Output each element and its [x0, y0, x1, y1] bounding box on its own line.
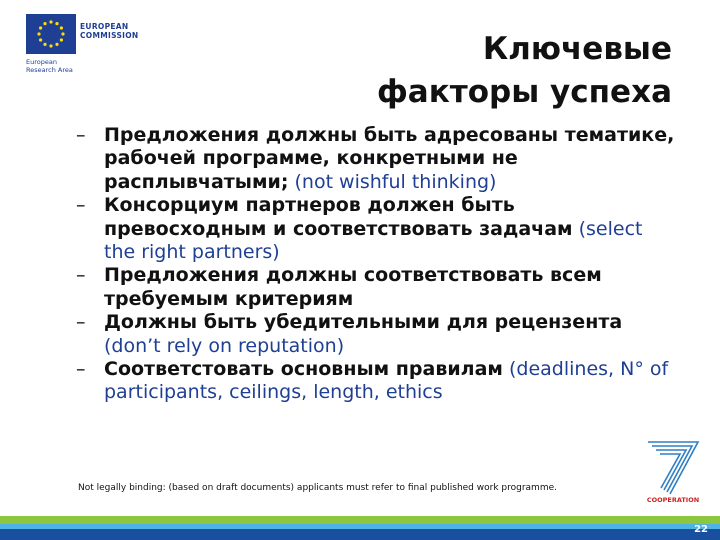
dash-bullet: –	[76, 311, 86, 334]
point-note: (don’t rely on reputation)	[104, 334, 345, 357]
point-note: (deadlines, N° of participants, ceilings, length, ethics	[104, 358, 669, 404]
point-text: Соответстовать основным правилам	[104, 358, 503, 381]
fp7-seven-icon	[640, 436, 706, 506]
org-line-2: COMMISSION	[80, 31, 139, 40]
point-note: (not wishful thinking)	[294, 170, 497, 193]
dash-bullet: –	[76, 194, 86, 217]
bottom-decorative-strip	[0, 516, 720, 540]
fp7-label: COOPERATION	[646, 496, 700, 504]
dash-bullet: –	[76, 124, 86, 146]
list-item	[76, 194, 676, 264]
organisation-name	[80, 22, 139, 40]
list-item	[76, 264, 676, 311]
research-area-label	[26, 58, 73, 74]
org-line-1: EUROPEAN	[80, 22, 129, 31]
dash-bullet: –	[76, 264, 86, 287]
point-text: Консорциум партнеров должен быть превосходным и соответствовать задачам	[104, 194, 573, 240]
european-commission-logo	[26, 14, 176, 76]
fp7-logo	[640, 436, 706, 506]
area-line-1: European	[26, 58, 57, 66]
key-points-list	[76, 124, 676, 405]
dash-bullet: –	[76, 358, 86, 381]
point-text: Предложения должны быть адресованы тематике, рабочей программе, конкретными не расплывчатыми;	[104, 124, 675, 193]
point-text: Предложения должны соответствовать всем требуемым критериям	[104, 264, 602, 310]
page-number: 22	[694, 524, 708, 535]
point-text: Должны быть убедительными для рецензента	[104, 311, 623, 334]
eu-flag-icon	[26, 14, 76, 54]
disclaimer-note: Not legally binding: (based on draft documents) applicants must refer to final published work programme.	[78, 483, 557, 493]
point-note: (select the right partners)	[104, 217, 643, 264]
area-line-2: Research Area	[26, 66, 73, 74]
list-item	[76, 311, 676, 358]
list-item	[76, 358, 676, 405]
list-item	[76, 124, 676, 194]
slide-title: Ключевые факторы успеха	[377, 31, 672, 110]
